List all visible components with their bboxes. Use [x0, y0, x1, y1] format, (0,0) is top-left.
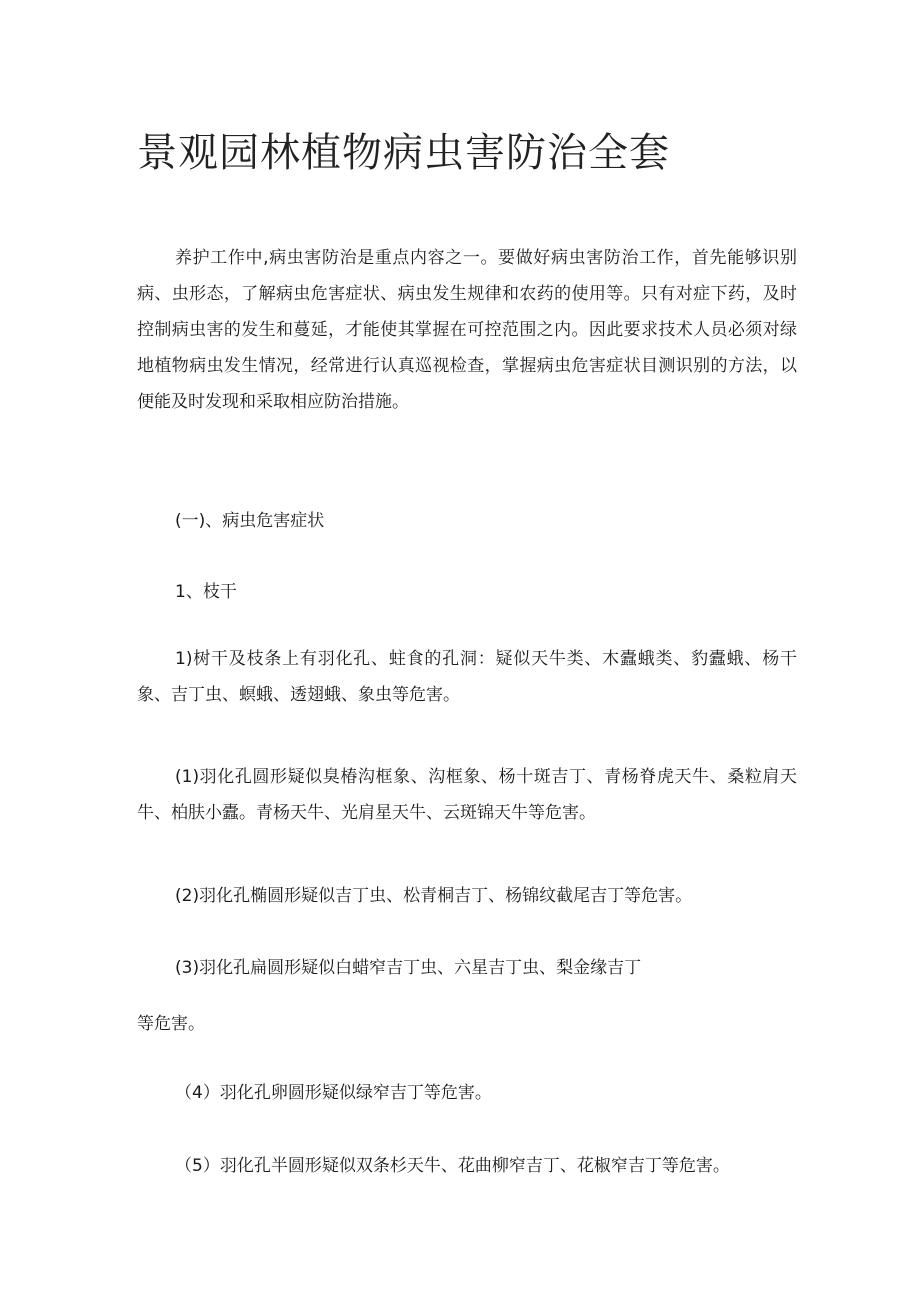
sub-item-3-line-1: (3)羽化孔扁圆形疑似白蜡窄吉丁虫、六星吉丁虫、梨金缘吉丁	[175, 958, 642, 978]
sub-item-2-paragraph: (2)羽化孔椭圆形疑似吉丁虫、松青桐吉丁、杨锦纹截尾吉丁等危害。	[175, 886, 693, 906]
document-title: 景观园林植物病虫害防治全套	[137, 130, 670, 176]
sub-item-1-paragraph: (1)羽化孔圆形疑似臭椿沟框象、沟框象、杨十斑吉丁、青杨脊虎天牛、桑粒肩天牛、柏肤小蠹。青杨天牛、光肩星天牛、云斑锦天牛等危害。	[137, 767, 797, 823]
sub-item-4-paragraph: （4）羽化孔卵圆形疑似绿窄吉丁等危害。	[175, 1083, 492, 1103]
subsection-heading: 1、枝干	[175, 582, 237, 602]
sub-item-3-line-2: 等危害。	[137, 1014, 205, 1034]
sub-item-5-paragraph: （5）羽化孔半圆形疑似双条杉天牛、花曲柳窄吉丁、花椒窄吉丁等危害。	[175, 1156, 730, 1176]
section-heading: (一)、病虫危害症状	[175, 511, 325, 531]
intro-paragraph: 养护工作中,病虫害防治是重点内容之一。要做好病虫害防治工作，首先能够识别病、虫形态，了解病虫危害症状、病虫发生规律和农药的使用等。只有对症下药，及时控制病虫害的发生和蔓延，才能使其掌握在可控范围之内。因此要求技术人员必须对绿地植物病虫发生情况，经常进行认真巡视检查，掌握病虫危害症状目测识别的方法，以便能及时发现和采取相应防治措施。	[137, 248, 797, 412]
item-1-paragraph: 1)树干及枝条上有羽化孔、蛀食的孔洞：疑似天牛类、木蠹蛾类、豹蠹蛾、杨干象、吉丁虫、螟蛾、透翅蛾、象虫等危害。	[137, 649, 797, 705]
